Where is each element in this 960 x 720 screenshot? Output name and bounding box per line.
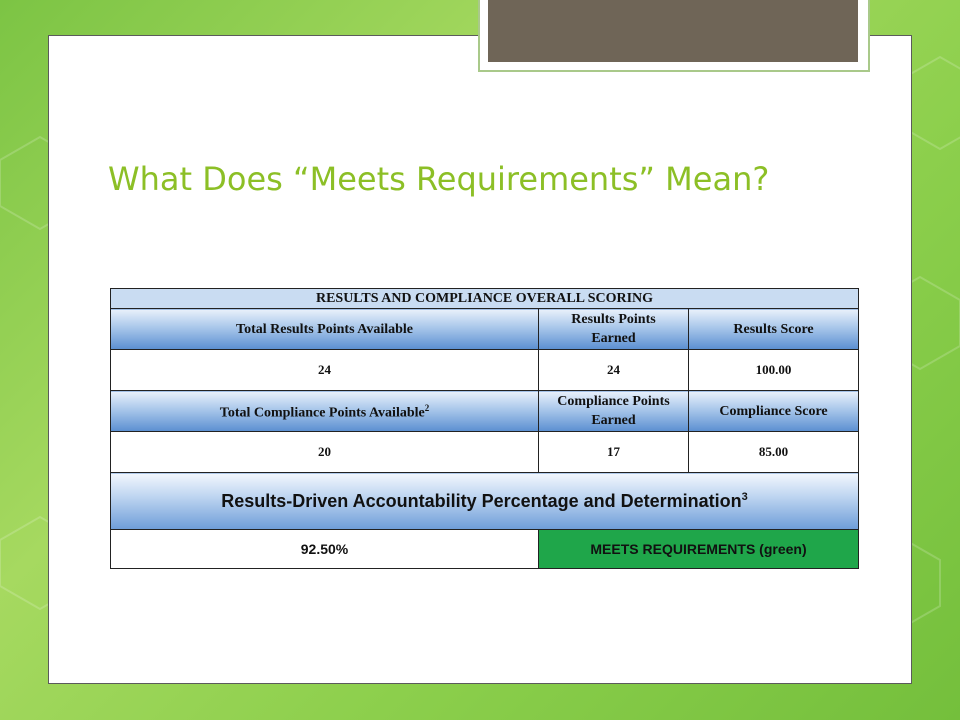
compliance-points-available-value: 20	[111, 432, 539, 473]
slide-title: What Does “Meets Requirements” Mean?	[108, 160, 770, 198]
compliance-header-row	[111, 391, 859, 432]
results-points-earned-line1: Results Points	[571, 312, 656, 327]
meets-requirements-badge: MEETS REQUIREMENTS (green)	[539, 530, 859, 569]
table-title-row	[111, 289, 859, 309]
compliance-points-available-header	[111, 391, 539, 432]
results-points-earned-line2: Earned	[591, 331, 636, 346]
footnote-2-marker: 2	[424, 403, 430, 414]
results-points-earned-header	[539, 309, 689, 350]
compliance-points-earned-header	[539, 391, 689, 432]
determination-header-label: Results-Driven Accountability Percentage and Determination	[221, 490, 742, 511]
scoring-table	[110, 288, 859, 569]
compliance-points-available-label: Total Compliance Points Available	[219, 405, 425, 421]
compliance-points-earned-value: 17	[539, 432, 689, 473]
compliance-values-row	[111, 432, 859, 473]
compliance-points-earned-line2: Earned	[591, 413, 636, 428]
slide-decoration-bar	[488, 0, 858, 62]
results-points-earned-value: 24	[539, 350, 689, 391]
results-points-available-value: 24	[111, 350, 539, 391]
results-score-value: 100.00	[689, 350, 859, 391]
results-points-available-header: Total Results Points Available	[111, 309, 539, 350]
compliance-points-earned-line1: Compliance Points	[557, 394, 670, 409]
table-title: RESULTS AND COMPLIANCE OVERALL SCORING	[111, 289, 859, 309]
compliance-score-header: Compliance Score	[689, 391, 859, 432]
results-score-header: Results Score	[689, 309, 859, 350]
determination-header	[111, 473, 859, 530]
determination-header-row	[111, 473, 859, 530]
compliance-score-value: 85.00	[689, 432, 859, 473]
footnote-3-marker: 3	[741, 490, 748, 503]
determination-row	[111, 530, 859, 569]
rda-percentage: 92.50%	[111, 530, 539, 569]
results-header-row	[111, 309, 859, 350]
results-values-row	[111, 350, 859, 391]
